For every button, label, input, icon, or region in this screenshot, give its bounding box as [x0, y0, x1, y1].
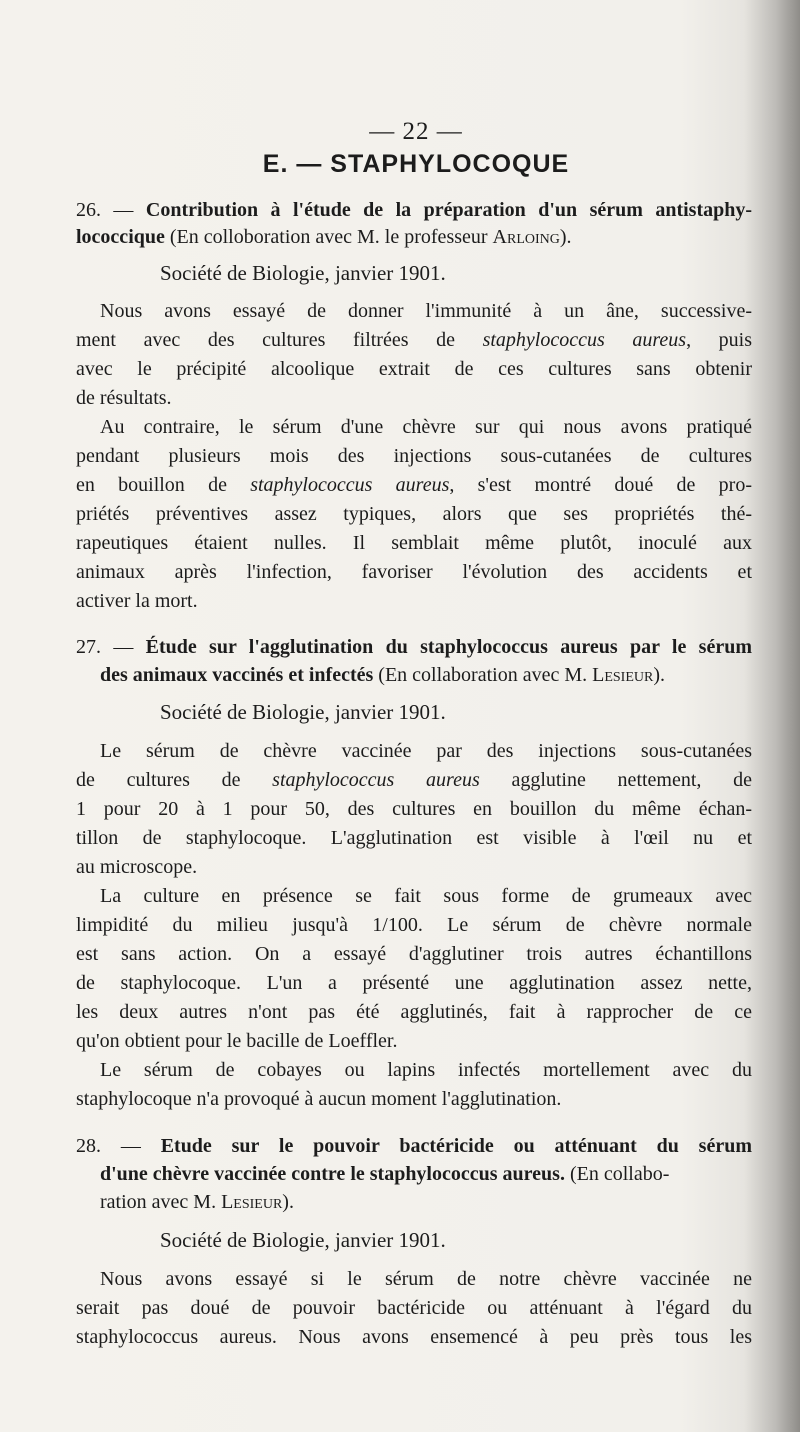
paragraph-line: en bouillon de staphylococcus aureus, s'est montré doué de pro- [76, 474, 753, 496]
entry-27-title: Étude sur l'agglutination du staphylococcus aureus par le sérum [145, 636, 752, 658]
paragraph-line: activer la mort. [76, 590, 198, 612]
paragraph-line: pendant plusieurs mois des injections sous-cutanées de cultures [76, 445, 752, 467]
paragraph-line: Au contraire, le sérum d'une chèvre sur qui nous avons pratiqué [100, 416, 752, 438]
paragraph-line: Le sérum de cobayes ou lapins infectés mortellement avec du [100, 1059, 752, 1081]
paragraph-line: Le sérum de chèvre vaccinée par des injections sous-cutanées [100, 740, 752, 762]
paragraph-line: Nous avons essayé de donner l'immunité à un âne, successive- [100, 300, 752, 322]
paragraph-line: tillon de staphylocoque. L'agglutination est visible à l'œil nu et [76, 827, 752, 849]
paragraph-line: de staphylocoque. L'un a présenté une agglutination assez nette, [76, 972, 752, 994]
entry-28-venue: Société de Biologie, janvier 1901. [160, 1228, 446, 1252]
entry-27-title-line-2: des animaux vaccinés et infectés (En collaboration avec M. Lesieur). [100, 664, 665, 686]
paragraph-line: de résultats. [76, 387, 172, 409]
paragraph-line: les deux autres n'ont pas été agglutinés, fait à rapprocher de ce [76, 1001, 752, 1023]
paragraph-line: limpidité du milieu jusqu'à 1/100. Le sérum de chèvre normale [76, 914, 752, 936]
entry-28-title-line-1 [76, 1135, 752, 1158]
paragraph-line: staphylococcus aureus. Nous avons ensemencé à peu près tous les [76, 1326, 752, 1348]
entry-26-title-line-2: lococcique (En colloboration avec M. le professeur Arloing). [76, 226, 572, 248]
page-number: — 22 — [369, 118, 463, 145]
paragraph-line: au microscope. [76, 856, 198, 878]
paragraph-line: Nous avons essayé si le sérum de notre chèvre vaccinée ne [100, 1268, 752, 1290]
paragraph-line: 1 pour 20 à 1 pour 50, des cultures en bouillon du même échan- [76, 798, 752, 820]
entry-28-number: 28. — [76, 1135, 141, 1157]
collaborator-name: Lesieur [221, 1191, 283, 1213]
entry-26-venue: Société de Biologie, janvier 1901. [160, 261, 446, 285]
collaborator-name: Arloing [492, 226, 560, 248]
entry-26-title-line-1 [76, 199, 752, 222]
entry-26-number: 26. — [76, 199, 134, 221]
entry-28-title-line-3: ration avec M. Lesieur). [100, 1191, 294, 1213]
paragraph-line: avec le précipité alcoolique extrait de ces cultures sans obtenir [76, 358, 752, 380]
entry-27-venue: Société de Biologie, janvier 1901. [160, 700, 446, 724]
paragraph-line: La culture en présence se fait sous forme de grumeaux avec [100, 885, 752, 907]
section-title: E. — STAPHYLOCOQUE [262, 150, 570, 178]
paragraph-line: serait pas doué de pouvoir bactéricide ou atténuant à l'égard du [76, 1297, 752, 1319]
entry-27-title-line-1 [76, 636, 752, 659]
entry-26-title: Contribution à l'étude de la préparation d'un sérum antistaphy- [145, 199, 753, 221]
paragraph-line: de cultures de staphylococcus aureus agglutine nettement, de [76, 769, 752, 791]
collaborator-name: Lesieur [592, 664, 654, 686]
paragraph-line: rapeutiques étaient nulles. Il semblait même plutôt, inoculé aux [76, 532, 752, 554]
paragraph-line: ment avec des cultures filtrées de staphylococcus aureus, puis [76, 329, 752, 351]
paragraph-line: est sans action. On a essayé d'agglutiner trois autres échantillons [76, 943, 752, 965]
paragraph-line: qu'on obtient pour le bacille de Loeffler. [76, 1030, 398, 1052]
paragraph-line: animaux après l'infection, favoriser l'évolution des accidents et [76, 561, 752, 583]
entry-27-number: 27. — [76, 636, 134, 658]
entry-28-title-line-2: d'une chèvre vaccinée contre le staphylococcus aureus. (En collabo- [100, 1163, 670, 1185]
paragraph-line: priétés préventives assez typiques, alors que ses propriétés thé- [76, 503, 752, 525]
paragraph-line: staphylocoque n'a provoqué à aucun moment l'agglutination. [76, 1088, 562, 1110]
entry-28-title: Etude sur le pouvoir bactéricide ou atténuant du sérum [160, 1135, 753, 1157]
